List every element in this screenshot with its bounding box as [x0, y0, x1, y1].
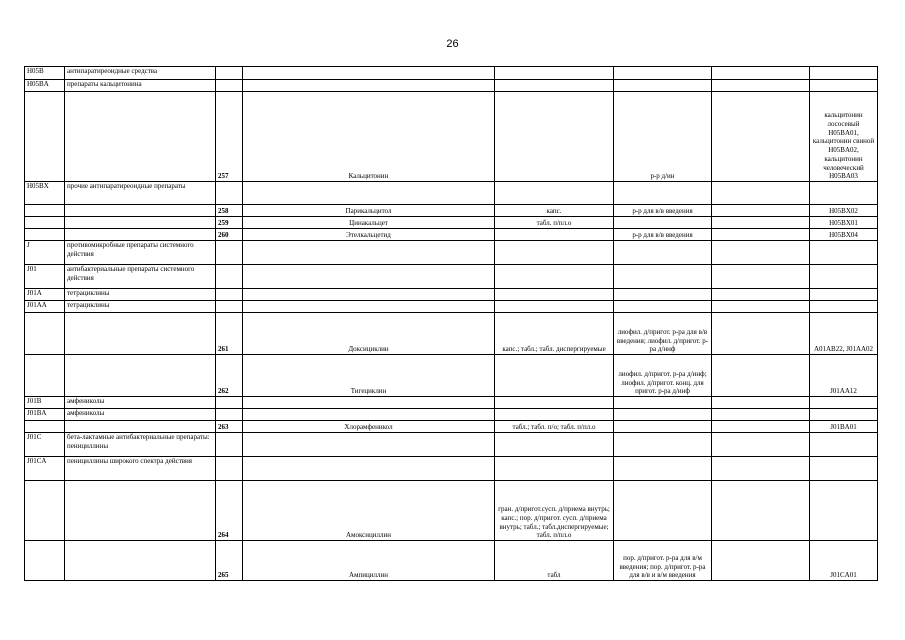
- table-row: [25, 289, 878, 301]
- table-row: [25, 397, 878, 409]
- dosage-form: гран. д/пригот.сусп. д/приема внутрь; капс.; пор. д/пригот. сусп. д/приема внутрь; табл.; табл.диспергируемые; табл. п/пл.о: [495, 481, 614, 541]
- drug-name: Этелкальцетид: [243, 229, 495, 241]
- atc-code: H05BX02: [810, 205, 878, 217]
- row-group: [65, 229, 216, 241]
- dosage-form: [495, 433, 614, 457]
- extra-cell: [712, 433, 810, 457]
- row-number: 257: [216, 92, 243, 182]
- drug-name: [243, 80, 495, 92]
- row-group: прочие антипаратиреоидные препараты: [65, 182, 216, 205]
- row-code: [25, 541, 65, 581]
- extra-cell: [712, 265, 810, 289]
- table-row: [25, 355, 878, 397]
- row-group: антибактериальные препараты системного действия: [65, 265, 216, 289]
- atc-code: [810, 67, 878, 80]
- dosage-form-injection: [614, 80, 712, 92]
- dosage-form: [495, 67, 614, 80]
- atc-code: [810, 80, 878, 92]
- extra-cell: [712, 217, 810, 229]
- row-number: 261: [216, 313, 243, 355]
- atc-code: кальцитонин лососевый H05BA01, кальцитонин свиной H05BA02, кальцитонин человеческий H05BA03: [810, 92, 878, 182]
- extra-cell: [712, 355, 810, 397]
- dosage-form-injection: [614, 217, 712, 229]
- table-row: [25, 265, 878, 289]
- table-row: [25, 67, 878, 80]
- row-code: [25, 205, 65, 217]
- dosage-form-injection: лиофил. д/пригот. р-ра д/инф; лиофил. д/пригот. конц. для пригот. р-ра д/инф: [614, 355, 712, 397]
- dosage-form: [495, 229, 614, 241]
- dosage-form-injection: [614, 265, 712, 289]
- atc-code: [810, 481, 878, 541]
- row-group: противомикробные препараты системного действия: [65, 241, 216, 265]
- dosage-form: табл: [495, 541, 614, 581]
- atc-code: J01AA12: [810, 355, 878, 397]
- extra-cell: [712, 80, 810, 92]
- drug-name: [243, 301, 495, 313]
- table-row: [25, 229, 878, 241]
- extra-cell: [712, 92, 810, 182]
- dosage-form-injection: [614, 289, 712, 301]
- drug-name: Амоксициллин: [243, 481, 495, 541]
- dosage-form-injection: [614, 481, 712, 541]
- dosage-form-injection: [614, 457, 712, 481]
- drug-name: Хлорамфеникол: [243, 421, 495, 433]
- dosage-form-injection: р-р для в/в введения: [614, 205, 712, 217]
- dosage-form: [495, 301, 614, 313]
- row-number: 265: [216, 541, 243, 581]
- atc-code: [810, 409, 878, 421]
- row-group: пенициллины широкого спектра действия: [65, 457, 216, 481]
- table-row: [25, 421, 878, 433]
- row-number: 260: [216, 229, 243, 241]
- row-number: [216, 397, 243, 409]
- row-code: [25, 92, 65, 182]
- row-code: J01AA: [25, 301, 65, 313]
- extra-cell: [712, 229, 810, 241]
- page-number: 26: [446, 38, 459, 50]
- row-group: [65, 205, 216, 217]
- dosage-form-injection: [614, 67, 712, 80]
- row-code: [25, 313, 65, 355]
- dosage-form: [495, 397, 614, 409]
- row-code: J01CA: [25, 457, 65, 481]
- table-row: [25, 217, 878, 229]
- row-code: J: [25, 241, 65, 265]
- extra-cell: [712, 541, 810, 581]
- atc-code: [810, 182, 878, 205]
- atc-code: [810, 241, 878, 265]
- atc-code: [810, 457, 878, 481]
- table-row: [25, 80, 878, 92]
- dosage-form-injection: пор. д/пригот. р-ра для в/м введения; пор. д/пригот. р-ра для в/в и в/м введения: [614, 541, 712, 581]
- table-row: [25, 409, 878, 421]
- atc-code: [810, 301, 878, 313]
- atc-code: H05BX01: [810, 217, 878, 229]
- dosage-form-injection: лиофил. д/пригот. р-ра для в/в введения; лиофил. д/пригот. р-ра д/инф: [614, 313, 712, 355]
- drug-name: [243, 409, 495, 421]
- row-number: [216, 241, 243, 265]
- dosage-form-injection: [614, 182, 712, 205]
- dosage-form-injection: [614, 397, 712, 409]
- dosage-form-injection: р-р для в/в введения: [614, 229, 712, 241]
- table-row: [25, 205, 878, 217]
- dosage-form: табл. п/пл.о: [495, 217, 614, 229]
- dosage-form: табл.; табл. п/о; табл. п/пл.о: [495, 421, 614, 433]
- drug-name: [243, 433, 495, 457]
- row-number: [216, 289, 243, 301]
- row-code: [25, 229, 65, 241]
- dosage-form-injection: [614, 433, 712, 457]
- row-number: [216, 409, 243, 421]
- row-number: [216, 67, 243, 80]
- row-code: J01BA: [25, 409, 65, 421]
- table-row: [25, 182, 878, 205]
- dosage-form-injection: р-р д/ин: [614, 92, 712, 182]
- row-number: [216, 457, 243, 481]
- dosage-form: [495, 289, 614, 301]
- row-number: 262: [216, 355, 243, 397]
- row-group: амфениколы: [65, 409, 216, 421]
- dosage-form: [495, 355, 614, 397]
- row-code: H05BX: [25, 182, 65, 205]
- row-number: [216, 265, 243, 289]
- atc-code: [810, 289, 878, 301]
- extra-cell: [712, 481, 810, 541]
- dosage-form: [495, 265, 614, 289]
- table-row: [25, 481, 878, 541]
- dosage-form-injection: [614, 241, 712, 265]
- drug-name: Доксициклин: [243, 313, 495, 355]
- table-row: [25, 457, 878, 481]
- row-group: [65, 313, 216, 355]
- drug-name: [243, 457, 495, 481]
- atc-code: H05BX04: [810, 229, 878, 241]
- row-number: 263: [216, 421, 243, 433]
- row-group: [65, 355, 216, 397]
- row-code: J01B: [25, 397, 65, 409]
- row-group: тетрациклины: [65, 289, 216, 301]
- row-number: [216, 301, 243, 313]
- drug-name: Тигециклин: [243, 355, 495, 397]
- dosage-form: капс.; табл.; табл. диспергируемые: [495, 313, 614, 355]
- row-code: [25, 355, 65, 397]
- drug-name: [243, 67, 495, 80]
- drug-name: Ампициллин: [243, 541, 495, 581]
- drug-name: Кальцитонин: [243, 92, 495, 182]
- row-group: [65, 421, 216, 433]
- extra-cell: [712, 301, 810, 313]
- drug-list-table: [24, 66, 878, 581]
- row-number: 264: [216, 481, 243, 541]
- table-row: [25, 541, 878, 581]
- row-group: антипаратиреоидные средства: [65, 67, 216, 80]
- row-group: [65, 481, 216, 541]
- dosage-form: [495, 92, 614, 182]
- row-code: [25, 217, 65, 229]
- row-code: [25, 481, 65, 541]
- row-number: 258: [216, 205, 243, 217]
- extra-cell: [712, 421, 810, 433]
- extra-cell: [712, 205, 810, 217]
- drug-name: Цинакальцет: [243, 217, 495, 229]
- row-group: препараты кальцитонина: [65, 80, 216, 92]
- dosage-form: [495, 80, 614, 92]
- dosage-form: капс.: [495, 205, 614, 217]
- dosage-form-injection: [614, 301, 712, 313]
- dosage-form: [495, 241, 614, 265]
- row-code: J01: [25, 265, 65, 289]
- row-number: [216, 433, 243, 457]
- row-code: J01A: [25, 289, 65, 301]
- extra-cell: [712, 313, 810, 355]
- dosage-form-injection: [614, 421, 712, 433]
- row-group: амфениколы: [65, 397, 216, 409]
- row-code: J01C: [25, 433, 65, 457]
- table-row: [25, 433, 878, 457]
- row-group: [65, 541, 216, 581]
- extra-cell: [712, 241, 810, 265]
- extra-cell: [712, 67, 810, 80]
- table-row: [25, 92, 878, 182]
- dosage-form-injection: [614, 409, 712, 421]
- row-group: [65, 92, 216, 182]
- drug-name: [243, 182, 495, 205]
- row-code: [25, 421, 65, 433]
- row-code: H05B: [25, 67, 65, 80]
- atc-code: [810, 265, 878, 289]
- atc-code: J01BA01: [810, 421, 878, 433]
- drug-name: [243, 241, 495, 265]
- extra-cell: [712, 182, 810, 205]
- row-code: H05BA: [25, 80, 65, 92]
- dosage-form: [495, 182, 614, 205]
- dosage-form: [495, 409, 614, 421]
- row-group: бета-лактамные антибактериальные препараты: пенициллины: [65, 433, 216, 457]
- drug-name: [243, 289, 495, 301]
- table-row: [25, 241, 878, 265]
- extra-cell: [712, 409, 810, 421]
- drug-name: [243, 265, 495, 289]
- atc-code: [810, 433, 878, 457]
- row-group: [65, 217, 216, 229]
- table-row: [25, 313, 878, 355]
- table-row: [25, 301, 878, 313]
- atc-code: A01AB22, J01AA02: [810, 313, 878, 355]
- atc-code: [810, 397, 878, 409]
- drug-name: Парикальцитол: [243, 205, 495, 217]
- row-number: [216, 80, 243, 92]
- extra-cell: [712, 457, 810, 481]
- dosage-form: [495, 457, 614, 481]
- row-group: тетрациклины: [65, 301, 216, 313]
- row-number: [216, 182, 243, 205]
- extra-cell: [712, 397, 810, 409]
- extra-cell: [712, 289, 810, 301]
- row-number: 259: [216, 217, 243, 229]
- atc-code: J01CA01: [810, 541, 878, 581]
- drug-name: [243, 397, 495, 409]
